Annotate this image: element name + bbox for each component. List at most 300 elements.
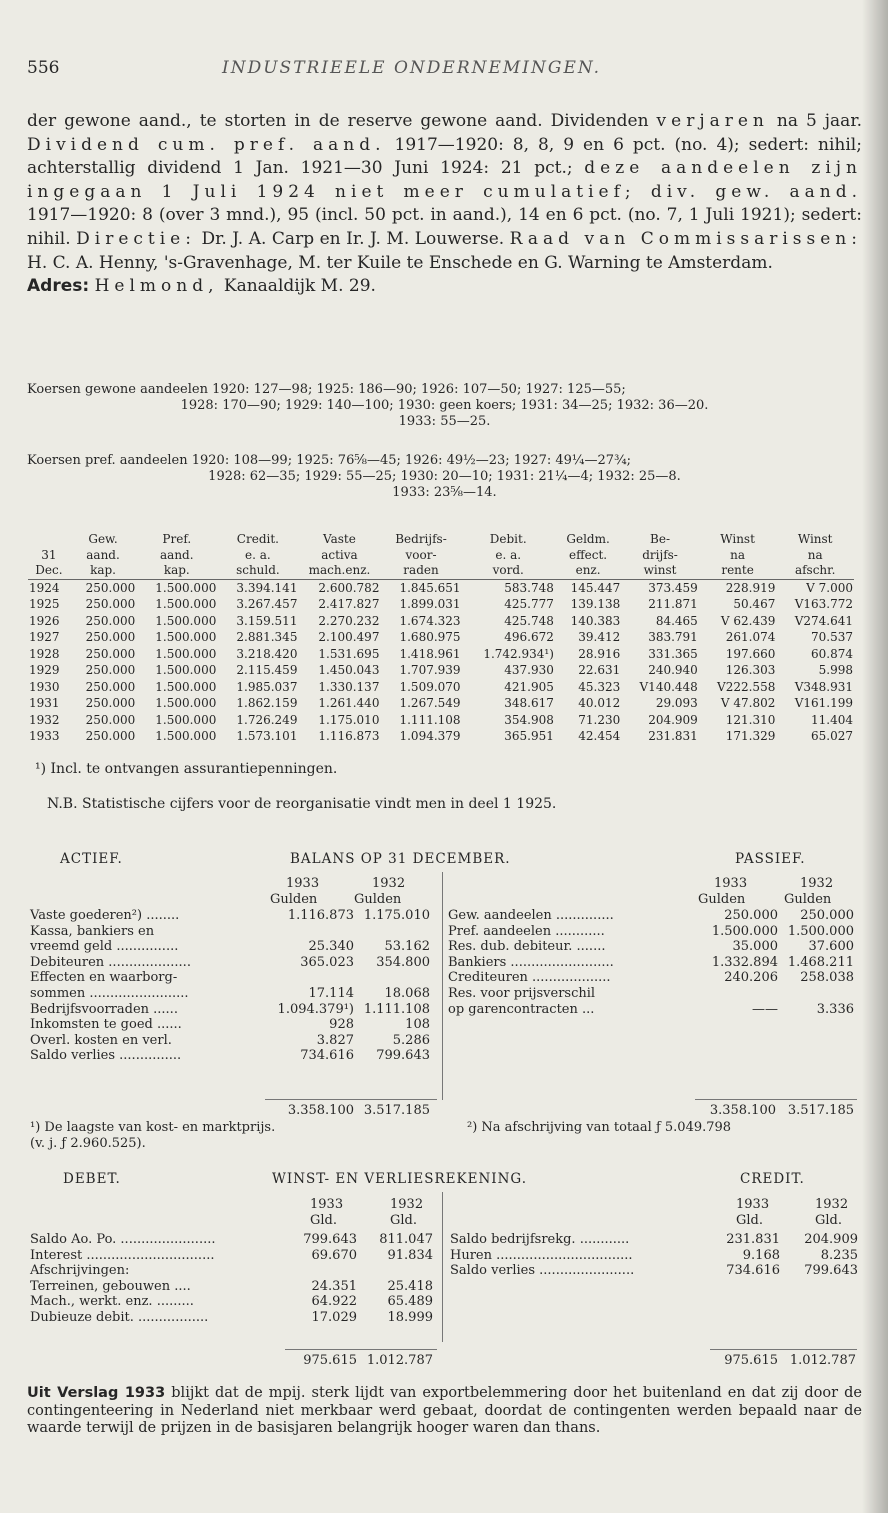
value-cell: 1.845.651 (380, 579, 461, 596)
year-cell: 1924 (28, 579, 70, 596)
value-cell: 39.412 (578, 630, 621, 644)
value-cell: 250.000 (85, 729, 136, 743)
table-row (448, 1002, 854, 1018)
value-cell: 2.881.345 (236, 630, 298, 644)
column-header: Geldm. (566, 532, 610, 546)
adres-street: Kanaaldijk M. 29. (218, 276, 376, 297)
value-cell: 1.500.000 (155, 663, 217, 677)
column-header: schuld. (236, 563, 280, 577)
value-cell: 250.000 (70, 579, 136, 596)
value-cell: 250.000 (724, 908, 778, 923)
row-label: Gew. aandeelen .............. (448, 908, 614, 923)
value-cell: 425.748 (504, 613, 554, 628)
intro-spaced: Raad van Commissarissen: (509, 228, 862, 249)
value-cell: 8.235 (820, 1247, 858, 1263)
column-header: Winst (720, 532, 755, 546)
column-header: winst (643, 563, 677, 577)
unit-label: Gld. (390, 1213, 417, 1228)
adres-city: Helmond, (94, 276, 219, 297)
column-header: Bedrijfs- (395, 532, 447, 546)
value-cell: 139.138 (570, 597, 621, 611)
column-header (28, 532, 70, 548)
value-cell: 354.908 (504, 712, 554, 727)
value-cell: V161.199 (794, 696, 853, 710)
value-cell: 1.573.101 (236, 729, 298, 743)
value-cell: 140.383 (570, 613, 621, 628)
value-cell: 250.000 (85, 597, 136, 611)
table-row (28, 662, 854, 679)
year-cell: 1927 (29, 630, 60, 644)
table-row (30, 970, 430, 986)
value-cell: 3.267.457 (236, 597, 298, 611)
table-row (28, 695, 854, 712)
value-cell: 1.674.323 (399, 613, 461, 628)
unit-label: Gulden (698, 892, 746, 907)
value-cell: 1.094.379 (399, 729, 461, 743)
koers-line: 1928: 170—90; 1929: 140—100; 1930: geen koers; 1931: 34—25; 1932: 36—20. (180, 398, 709, 413)
column-header: vord. (492, 563, 524, 577)
unit-label: Gulden (354, 892, 402, 907)
row-label: Crediteuren ................... (448, 970, 611, 986)
column-header: Dec. (35, 563, 63, 577)
row-label: Res. voor prijsverschil (448, 985, 596, 1001)
debet-table (30, 1232, 433, 1326)
value-cell: 1.985.037 (236, 679, 298, 694)
value-cell: 250.000 (85, 679, 136, 694)
intro-text: der gewone aand., te storten in de reserve gewone aand. Dividenden (27, 111, 657, 131)
column-header: Winst (797, 532, 833, 546)
value-cell: 258.038 (800, 970, 854, 986)
table-row (30, 986, 430, 1002)
column-header: drijfs- (642, 547, 678, 562)
value-cell: 1.175.010 (318, 712, 380, 727)
value-cell: V274.641 (794, 613, 853, 628)
stats-nb: N.B. Statistische cijfers voor de reorganisatie vindt men in deel 1 1925. (47, 796, 557, 812)
column-header: effect. (569, 547, 608, 562)
value-cell: 22.631 (578, 663, 621, 677)
value-cell (357, 1263, 433, 1279)
wv-total: 1.012.787 (366, 1353, 433, 1368)
table-row (30, 1048, 430, 1064)
value-cell: 2.115.459 (236, 663, 298, 677)
value-cell: 1.500.000 (711, 923, 778, 939)
value-cell: 3.159.511 (236, 613, 298, 628)
value-cell: 2.417.827 (318, 597, 380, 611)
value-cell: 45.323 (578, 679, 621, 694)
credit-table (450, 1232, 858, 1279)
balans-title: BALANS OP 31 DECEMBER. (290, 851, 511, 867)
table-row (30, 1279, 433, 1295)
column-header: enz. (575, 563, 601, 577)
column-header: e. a. (245, 547, 271, 562)
value-cell: 734.616 (300, 1048, 354, 1064)
table-row (28, 596, 854, 613)
year-cell: 1928 (29, 646, 60, 661)
value-cell: 583.748 (462, 579, 555, 596)
value-cell: 42.454 (578, 729, 621, 743)
value-cell: 496.672 (504, 630, 554, 644)
table-row (30, 1294, 433, 1310)
table-row (30, 939, 430, 955)
balans-total: 3.358.100 (709, 1103, 776, 1118)
year-label: 1932 (815, 1197, 849, 1212)
debet-title: DEBET. (63, 1171, 121, 1187)
value-cell: 1.509.070 (399, 679, 461, 694)
year-cell: 1933 (29, 729, 60, 743)
year-label: 1932 (390, 1197, 424, 1212)
value-cell: 9.168 (742, 1247, 780, 1263)
table-row (30, 955, 430, 971)
row-label: Terreinen, gebouwen .... (30, 1278, 191, 1294)
value-cell: 1.267.549 (399, 696, 461, 710)
total-rule (695, 1099, 857, 1100)
value-cell: 437.930 (504, 663, 554, 677)
value-cell: 1.500.000 (136, 579, 217, 596)
verslag-label: Uit Verslag 1933 (27, 1385, 166, 1401)
unit-label: Gulden (270, 892, 318, 907)
row-label: Saldo Ao. Po. ....................... (30, 1232, 216, 1247)
koersen-pref (27, 453, 862, 501)
column-divider (442, 872, 443, 1100)
intro-spaced: deze aandeelen zijn ingegaan 1 Juli 1924 niet meer cumulatief; div. gew. aand. (27, 158, 862, 202)
value-cell: 1.531.695 (318, 646, 380, 661)
header-row (28, 548, 854, 564)
value-cell: 121.310 (725, 712, 776, 727)
row-label: Bedrijfsvoorraden ...... (30, 1001, 178, 1017)
row-label: op garencontracten ... (448, 1001, 595, 1017)
column-header: afschr. (794, 563, 836, 577)
table-row (30, 1248, 433, 1264)
value-cell: 145.447 (555, 579, 621, 596)
intro-spaced: Directie: (76, 228, 196, 249)
row-label: Saldo bedrijfsrekg. ............ (450, 1232, 630, 1247)
year-label: 1933 (714, 876, 748, 891)
year-cell: 1926 (29, 613, 60, 628)
value-cell (262, 970, 354, 986)
value-cell: 799.643 (303, 1232, 357, 1247)
value-cell: 1.862.159 (236, 696, 298, 710)
value-cell: 425.777 (504, 597, 554, 611)
passief-table (448, 908, 854, 1017)
table-row (30, 1033, 430, 1049)
balans-footnote: ²) Na afschrijving van totaal ƒ 5.049.798 (467, 1120, 732, 1135)
value-cell: 25.340 (308, 939, 354, 955)
value-cell: 799.643 (376, 1048, 430, 1064)
value-cell (354, 924, 430, 940)
value-cell: 3.336 (816, 1001, 854, 1017)
intro-spaced: verjaren (656, 111, 769, 131)
column-header: na (807, 547, 823, 562)
value-cell: 1.742.934¹) (483, 646, 554, 661)
value-cell: 18.999 (387, 1309, 433, 1325)
unit-label: Gulden (784, 892, 832, 907)
value-cell: 18.068 (384, 985, 430, 1001)
value-cell: 3.394.141 (217, 579, 298, 596)
row-label: Vaste goederen²) ........ (30, 908, 180, 923)
table-row (448, 955, 854, 971)
table-row (450, 1248, 858, 1264)
row-label: Res. dub. debiteur. ....... (448, 939, 606, 955)
passief-title: PASSIEF. (735, 851, 806, 867)
balans-footnote: (v. j. ƒ 2.960.525). (30, 1136, 146, 1151)
value-cell: 17.114 (308, 985, 354, 1001)
wv-total: 975.615 (724, 1353, 778, 1368)
table-row (450, 1232, 858, 1248)
value-cell: 1.500.000 (155, 679, 217, 694)
value-cell: 365.951 (504, 729, 554, 743)
column-header: Debit. (489, 532, 527, 546)
table-row (30, 1017, 430, 1033)
total-rule (265, 1099, 437, 1100)
wv-total: 975.615 (303, 1353, 357, 1368)
table-row (28, 613, 854, 630)
row-label: Mach., werkt. enz. ......... (30, 1294, 194, 1310)
koers-line: Koersen gewone aandeelen 1920: 127—98; 1925: 186—90; 1926: 107—50; 1927: 125—55; (27, 382, 626, 397)
year-label: 1932 (372, 876, 406, 891)
value-cell: 1.418.961 (399, 646, 461, 661)
statistics-table (28, 532, 854, 745)
value-cell: 1.261.440 (318, 696, 380, 710)
value-cell: 1.094.379¹) (277, 1001, 354, 1017)
value-cell: 1.332.894 (711, 954, 778, 970)
value-cell: 5.998 (818, 663, 853, 677)
total-rule (710, 1349, 857, 1350)
value-cell (686, 986, 778, 1002)
value-cell: 811.047 (379, 1232, 433, 1247)
column-header: Credit. (236, 532, 279, 546)
value-cell: 365.023 (300, 954, 354, 970)
value-cell: 1.116.873 (318, 729, 380, 743)
value-cell: 1.500.000 (155, 696, 217, 710)
value-cell: 40.012 (578, 696, 621, 710)
value-cell: V348.931 (794, 679, 853, 694)
column-header: Pref. (162, 532, 192, 546)
balans-footnote: ¹) De laagste van kost- en marktprijs. (30, 1120, 276, 1135)
table-row (28, 629, 854, 646)
column-header: 31 (41, 547, 57, 562)
value-cell: 1.500.000 (787, 923, 854, 939)
column-header: voor- (405, 547, 437, 562)
column-header: Vaste (323, 532, 356, 546)
intro-spaced: Dividend cum. pref. aand. (27, 134, 386, 155)
value-cell: 53.162 (384, 939, 430, 955)
row-label: Debiteuren .................... (30, 954, 191, 970)
row-label: Saldo verlies ....................... (450, 1263, 635, 1279)
value-cell: 1.500.000 (155, 630, 217, 644)
unit-label: Gld. (815, 1213, 842, 1228)
value-cell: 71.230 (578, 712, 621, 727)
value-cell: 228.919 (699, 579, 777, 596)
table-row (30, 908, 430, 924)
value-cell: 211.871 (648, 597, 698, 611)
value-cell: V222.558 (717, 679, 776, 694)
value-cell: 1.116.873 (287, 908, 354, 923)
value-cell: 60.874 (811, 646, 853, 661)
actief-table (30, 908, 430, 1064)
value-cell (354, 970, 430, 986)
value-cell: 734.616 (726, 1263, 780, 1279)
year-cell: 1932 (29, 712, 60, 727)
value-cell: 240.206 (724, 970, 778, 986)
year-cell: 1931 (29, 696, 60, 710)
column-header: rente (721, 563, 754, 577)
table-row (450, 1263, 858, 1279)
value-cell: 231.831 (726, 1232, 780, 1247)
value-cell: 2.100.497 (318, 630, 380, 644)
value-cell: 17.029 (311, 1309, 357, 1325)
row-label: Pref. aandeelen ............ (448, 923, 605, 939)
value-cell: 69.670 (311, 1247, 357, 1263)
value-cell: 250.000 (85, 646, 136, 661)
value-cell: 348.617 (504, 696, 554, 710)
value-cell: 28.916 (578, 646, 621, 661)
value-cell: V140.448 (639, 679, 698, 694)
row-label: Afschrijvingen: (30, 1263, 130, 1279)
value-cell: 1.500.000 (155, 613, 217, 628)
value-cell: 1.500.000 (155, 597, 217, 611)
table-row (28, 679, 854, 696)
actief-title: ACTIEF. (60, 851, 123, 867)
row-label: Inkomsten te goed ...... (30, 1017, 182, 1033)
value-cell (262, 924, 354, 940)
value-cell: 64.922 (311, 1294, 357, 1310)
wv-total: 1.012.787 (789, 1353, 856, 1368)
value-cell (283, 1263, 357, 1279)
year-label: 1933 (736, 1197, 770, 1212)
value-cell: 29.093 (655, 696, 698, 710)
value-cell: 2.270.232 (318, 613, 380, 628)
value-cell: 231.831 (648, 729, 698, 743)
header-row (28, 563, 854, 579)
table-row (30, 924, 430, 940)
value-cell: 373.459 (621, 579, 699, 596)
value-cell: 171.329 (725, 729, 776, 743)
value-cell: 1.468.211 (787, 954, 854, 970)
row-label: Kassa, bankiers en (30, 923, 155, 939)
value-cell: 5.286 (392, 1032, 430, 1048)
row-label: Interest ............................... (30, 1247, 215, 1263)
intro-text: Dr. J. A. Carp en Ir. J. M. Louwerse. (195, 228, 510, 249)
value-cell: 928 (329, 1017, 354, 1033)
unit-label: Gld. (310, 1213, 337, 1228)
column-divider (442, 1192, 443, 1342)
column-header: aand. (86, 547, 120, 562)
table-row (28, 712, 854, 729)
value-cell: 1.500.000 (155, 729, 217, 743)
column-header: kap. (163, 563, 190, 577)
value-cell: 1.680.975 (399, 630, 461, 644)
value-cell: 70.537 (811, 630, 853, 644)
year-label: 1932 (800, 876, 834, 891)
value-cell: 1.500.000 (155, 646, 217, 661)
table-row (30, 1002, 430, 1018)
balans-total: 3.358.100 (287, 1103, 354, 1118)
value-cell: 1.450.043 (318, 663, 380, 677)
wv-title: WINST- EN VERLIESREKENING. (272, 1171, 528, 1187)
company-description (27, 110, 862, 299)
value-cell: 65.027 (811, 729, 853, 743)
value-cell: V 7.000 (776, 579, 854, 596)
row-label: Bankiers ......................... (448, 954, 614, 970)
table-row (28, 728, 854, 745)
value-cell: 24.351 (311, 1278, 357, 1294)
row-label: Overl. kosten en verl. (30, 1032, 172, 1048)
value-cell: 25.418 (387, 1278, 433, 1294)
value-cell: V163.772 (794, 597, 853, 611)
adres-label: Adres: (27, 276, 90, 297)
value-cell: 126.303 (725, 663, 776, 677)
table-row (30, 1232, 433, 1248)
value-cell: 354.800 (376, 954, 430, 970)
value-cell: 11.404 (811, 712, 853, 727)
value-cell: 261.074 (725, 630, 776, 644)
koers-line: 1928: 62—35; 1929: 55—25; 1930: 20—10; 1931: 21¼—4; 1932: 25—8. (208, 469, 681, 484)
column-header: Be- (650, 532, 671, 546)
table-row (30, 1263, 433, 1279)
intro-text: 1917—1920: 8 (over 3 mnd.), 95 (incl. 50 pct. in aand.), 14 en 6 pct. (no. 7, 1 Juli 1921); sedert: nihil. (27, 205, 862, 249)
verslag-text: blijkt dat de mpij. sterk lijdt van exportbelemmering door het buitenland en dat zij door de contingenteering in Nederland niet merkbaar werd gebaat, doordat de contingenten werden bepaald naar de waarde terwijl de prijzen in de basisjaren belangrijk hooger waren dan thans. (27, 1385, 862, 1436)
value-cell: 204.909 (804, 1232, 858, 1247)
intro-text: na 5 jaar. (768, 111, 862, 131)
value-cell: 108 (405, 1017, 430, 1033)
table-row (448, 939, 854, 955)
column-header: kap. (90, 563, 116, 577)
value-cell: 1.111.108 (399, 712, 461, 727)
value-cell: 1.707.939 (399, 663, 461, 677)
row-label: Huren ................................. (450, 1247, 633, 1263)
value-cell: 250.000 (85, 613, 136, 628)
value-cell: 1.500.000 (155, 712, 217, 727)
value-cell: V 62.439 (720, 613, 776, 628)
value-cell: 331.365 (648, 646, 698, 661)
value-cell: 1.726.249 (236, 712, 298, 727)
credit-title: CREDIT. (740, 1171, 805, 1187)
page-fold-shadow (862, 0, 888, 1513)
value-cell: 240.940 (648, 663, 698, 677)
value-cell: 799.643 (804, 1263, 858, 1279)
running-title: INDUSTRIEELE ONDERNEMINGEN. (222, 58, 602, 78)
intro-text: 1917—1920: 8, 8, 9 en 6 pct. (no. 4); sedert: nihil; achterstallig dividend 1 Jan. 1921—30 Juni 1924: 21 pct.; (27, 134, 862, 179)
value-cell: 35.000 (732, 939, 778, 955)
value-cell: 2.600.782 (298, 579, 380, 596)
page-number: 556 (27, 58, 60, 78)
table-row (448, 986, 854, 1002)
stats-footnote: ¹) Incl. te ontvangen assurantiepenningen. (35, 761, 338, 777)
koersen-gewone (27, 382, 862, 430)
value-cell: 250.000 (85, 630, 136, 644)
intro-text: H. C. A. Henny, 's-Gravenhage, M. ter Kuile te Enschede en G. Warning te Amsterdam. (27, 252, 773, 273)
koers-line: Koersen pref. aandeelen 1920: 108—99; 1925: 76⅝—45; 1926: 49½—23; 1927: 49¼—27¾; (27, 453, 632, 468)
column-header: raden (403, 563, 439, 577)
value-cell: 1.175.010 (363, 908, 430, 923)
value-cell: 421.905 (504, 679, 554, 694)
value-cell: 1.330.137 (318, 679, 380, 694)
row-label: Saldo verlies ............... (30, 1048, 182, 1064)
total-rule (285, 1349, 437, 1350)
table-row (448, 924, 854, 940)
koers-line: 1933: 23⅝—14. (392, 485, 497, 500)
table-row (28, 646, 854, 663)
value-cell: 91.834 (387, 1247, 433, 1263)
column-header: activa (321, 547, 358, 562)
row-label: vreemd geld ............... (30, 939, 179, 955)
value-cell: 204.909 (648, 712, 698, 727)
row-label: Effecten en waarborg- (30, 970, 178, 986)
value-cell: 250.000 (85, 712, 136, 727)
column-header: na (730, 547, 746, 562)
value-cell: 383.791 (648, 630, 698, 644)
table-row (448, 970, 854, 986)
